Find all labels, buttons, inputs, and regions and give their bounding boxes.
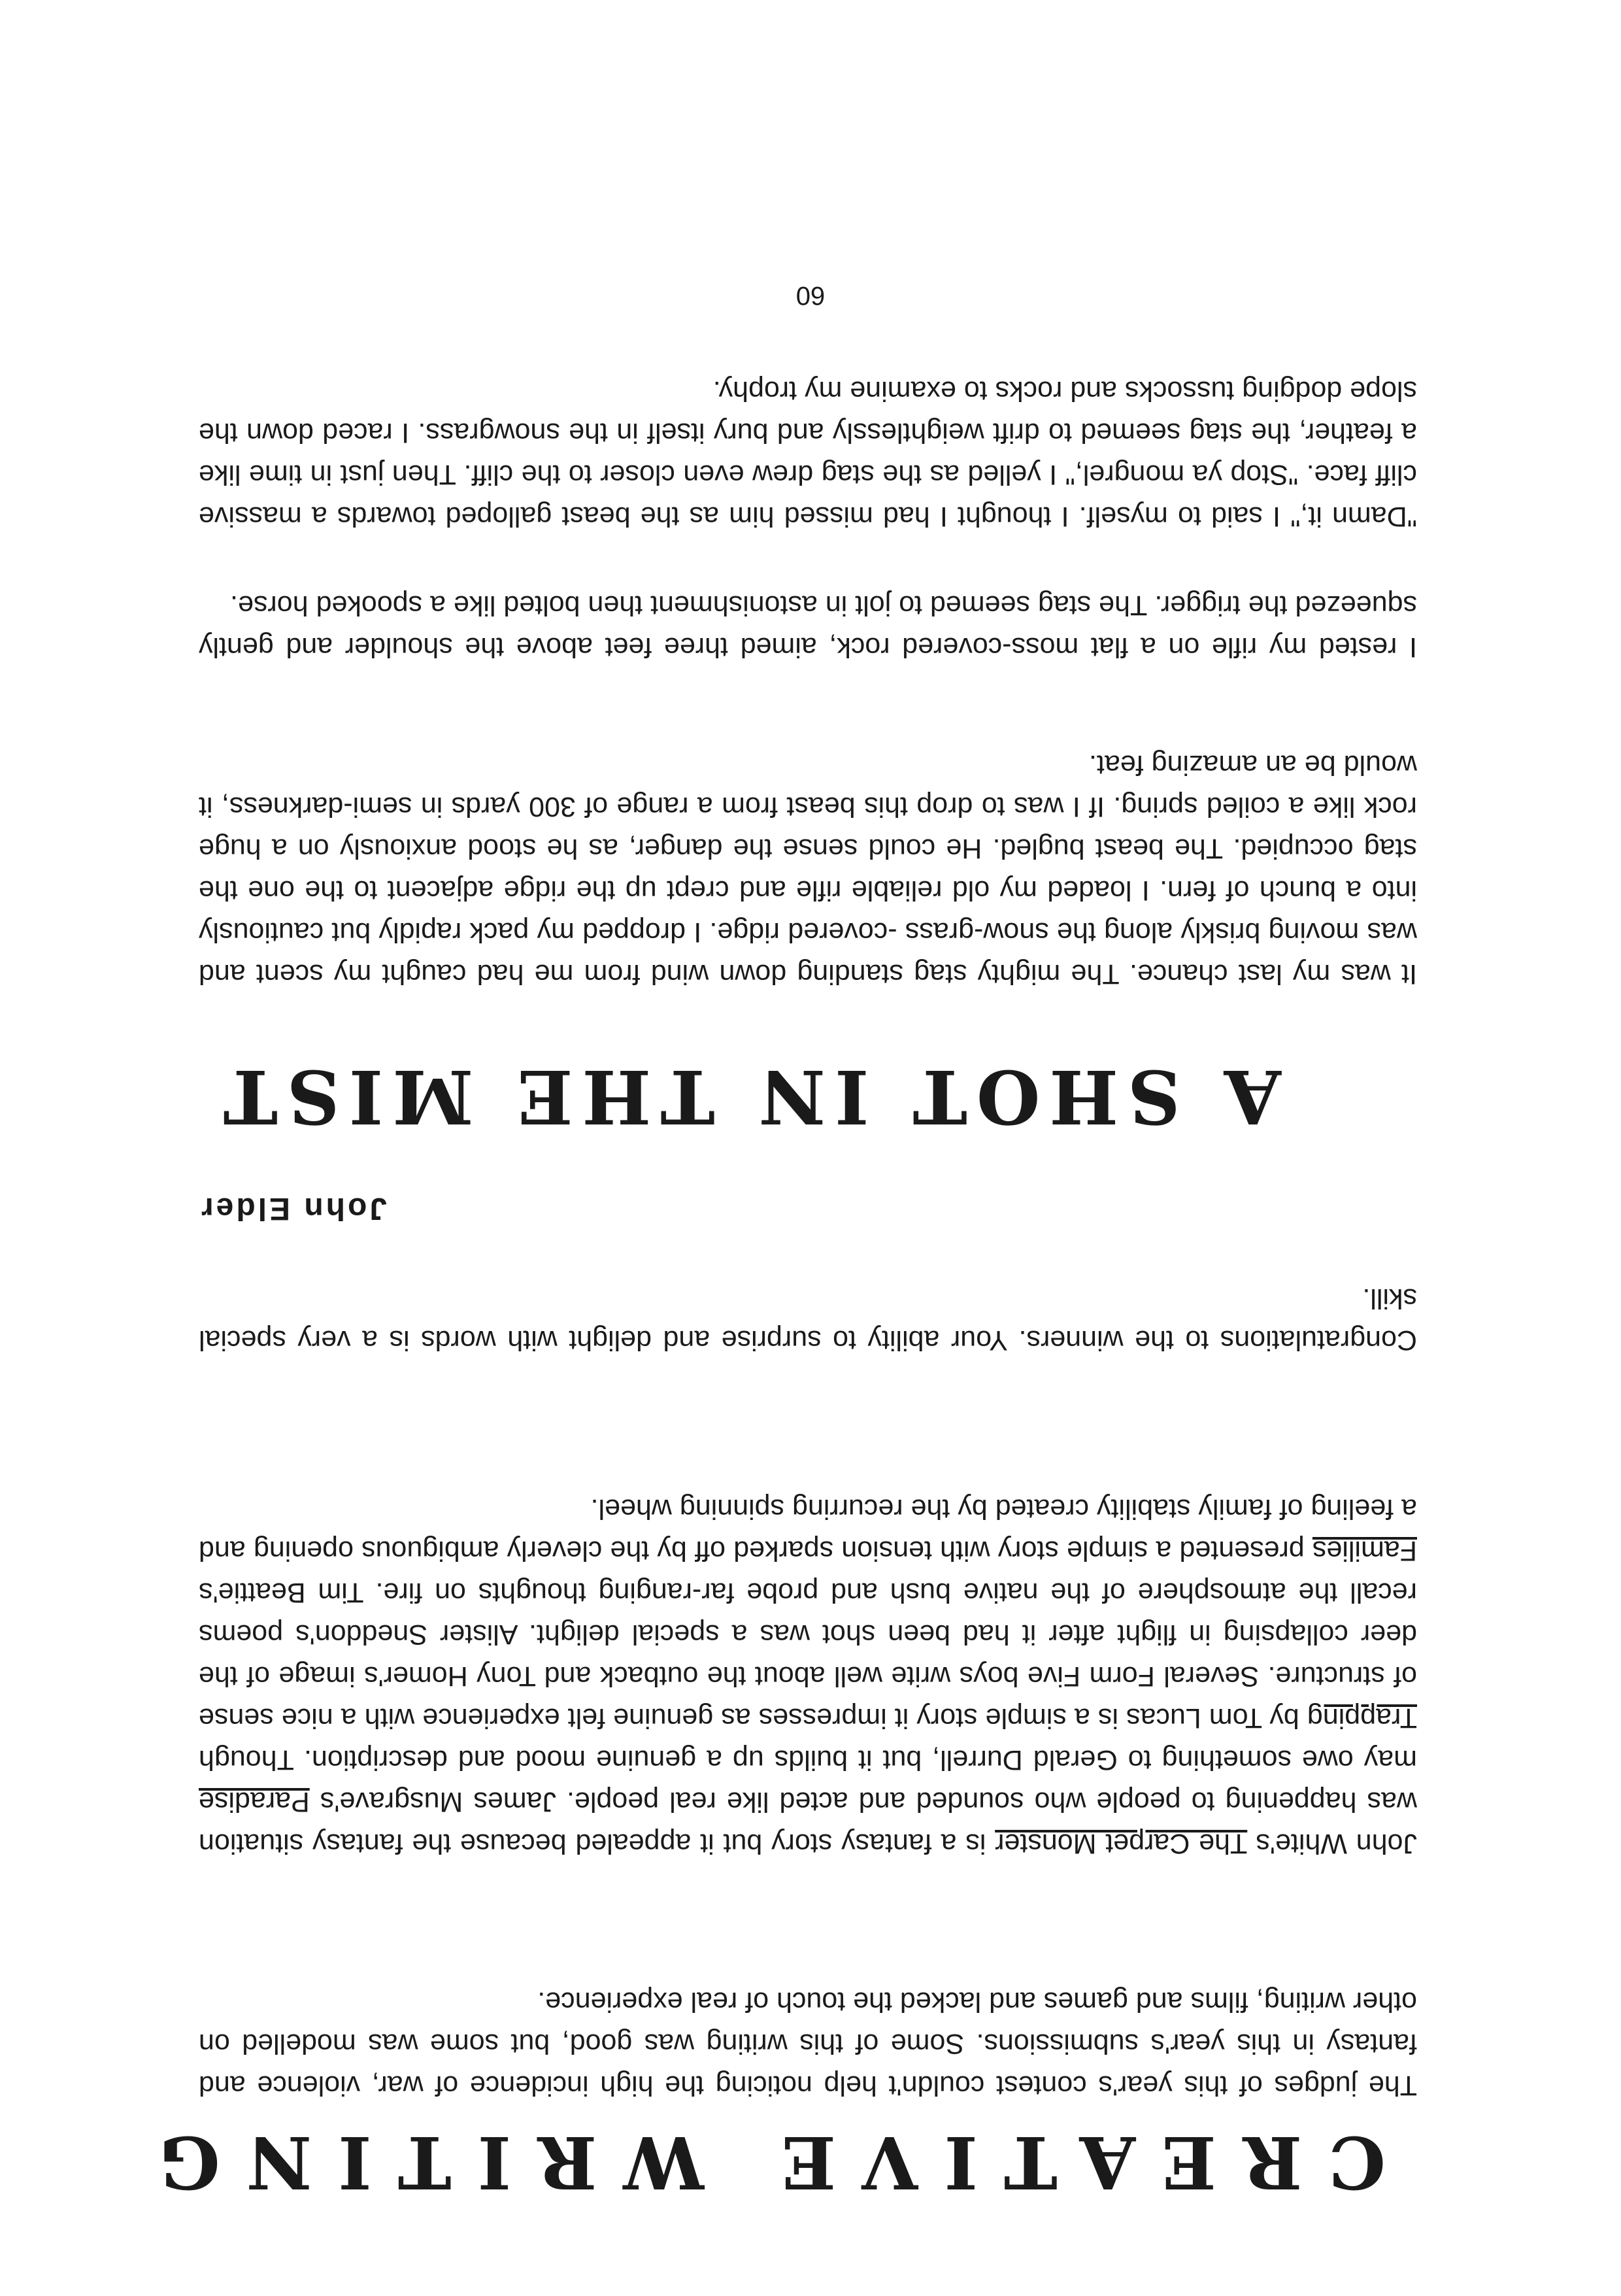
review-text: presented a simple story with tension sparked off by the cleverly ambiguous opening and a feeling of family stability created by the recurring spinning wheel.: [199, 1493, 1417, 1566]
story-paragraph: "Damn it," I said to myself. I thought I had missed him as the beast galloped towards a massive cliff face. "Stop ya mongrel," I yelled as the stag drew even closer to the cliff. Then just in time like a feather, the stag seemed to drift weightlessly and bury itself in the snowgrass. I raced down the slope dodging tussocks and rocks to examine my trophy.: [199, 375, 1417, 532]
review-text: may owe something to Gerald Durrell, but it builds up a genuine mood and description. Though: [199, 1744, 1417, 1776]
review-text: John White's: [1247, 1828, 1417, 1859]
review-text: by Tom Lucas is a simple story it impresses as genuine felt experience with a nice sense of structure. Several Form Five boys write well about the outback and Tony Homer's image of the deer collapsing in flight after it had been shot was a special delight. Alister Sneddon's poems recall the atmosphere of the native bush and probe far-ranging thoughts on fire. Tim Beattie's: [199, 1577, 1417, 1734]
work-title-families: Families: [1312, 1535, 1417, 1566]
page-number: 60: [795, 281, 826, 310]
story-paragraph: I rested my rifle on a flat moss-covered rock, aimed three feet above the shoulder and gently squeezed the trigger. The stag seemed to jolt in astonishment then bolted like a spooked horse.: [199, 590, 1417, 663]
review-text: is a fantasy story but it appealed because the fantasy situation was happening to people who sounded and acted like real people. James Musgrave's: [198, 1786, 1417, 1859]
judges-intro-paragraph: The judges of this year's contest couldn't help noticing the high incidence of war, violence and fantasy in this year's submissions. Some of this writing was good, but some was modelled on other writing, films and games and lacked the touch of real experience.: [199, 1986, 1417, 2101]
work-title-trapping: Trapping: [1307, 1702, 1417, 1734]
section-title: CREATIVE WRITING: [132, 2120, 1386, 2204]
story-author: John Elder: [199, 1191, 388, 1226]
congratulations-paragraph: Congratulations to the winners. Your ability to surprise and delight with words is a very special skill.: [199, 1283, 1417, 1356]
work-title-carpet-monster: The Carpet Monster: [995, 1828, 1248, 1859]
story-title: A SHOT IN THE MIST: [214, 1053, 1281, 1139]
story-paragraph: It was my last chance. The mighty stag standing down wind from me had caught my scent and was moving briskly along the snow-grass -covered ridge. I dropped my pack rapidly but cautiously into a bunch of fern. I loaded my old reliable rifle and crept up the ridge adjacent to the one the stag occupied. The beast bugled. He could sense the danger, as he stood anxiously on a huge rock like a coiled spring. If I was to drop this beast from a range of 300 yards in semi-darkness, it would be an amazing feat.: [199, 749, 1417, 990]
judges-review-paragraph: [199, 1488, 1417, 1865]
work-title-paradise: Paradise: [199, 1786, 310, 1817]
